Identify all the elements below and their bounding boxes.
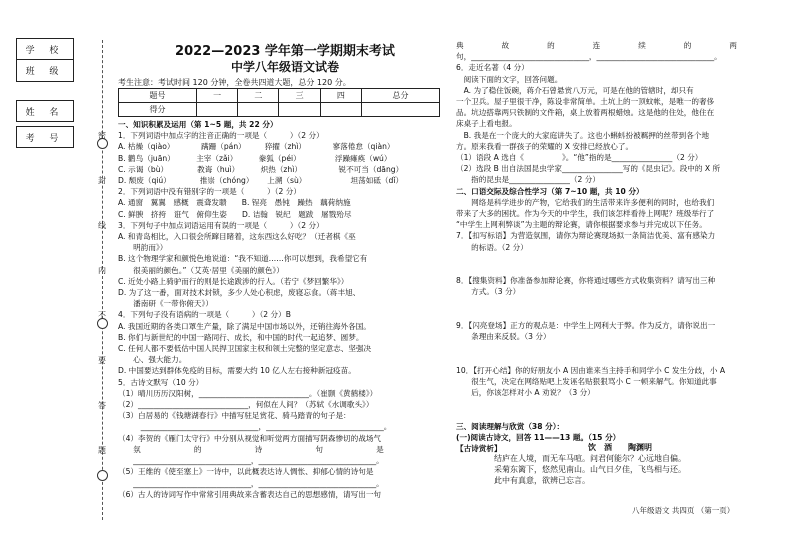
score-cell: 二 <box>238 89 279 103</box>
text-line: 一、知识积累及运用（第 1~5 题，共 22 分） <box>118 120 278 129</box>
seal-char: 题 <box>98 446 106 455</box>
exam-number-label: 考 号 <box>25 133 65 144</box>
poem-line: 结庐在人境，而无车马喧。问君何能尔？心远地自偏。 <box>494 454 686 463</box>
poem-line: 采菊东篱下，悠然见南山。山气日夕佳，飞鸟相与还。 <box>494 465 686 474</box>
text-line <box>456 354 786 365</box>
text-line: 品。坑边搭靠两只铁制的文件箱，桌上放着两根蜡烛。这是他的住处，他住在 <box>456 108 715 118</box>
text-line: 三、阅读理解与欣赏（38 分）： <box>456 421 565 431</box>
text-line: 二、口语交际及综合性学习（第 7~10 题，共 10 分） <box>456 186 644 196</box>
exam-subtitle: 中学八年级语文试卷 <box>230 60 339 74</box>
text-line <box>456 298 786 309</box>
score-table-header-row <box>119 89 440 103</box>
seal-text <box>96 130 108 500</box>
text-line: 5．古诗文默写（10 分） <box>118 377 204 387</box>
seal-char: 要 <box>98 356 106 365</box>
school-field-box <box>16 38 74 60</box>
score-cell: 总分 <box>362 89 440 103</box>
text-line: C. 任何人都不要低估中国人民捍卫国家主权和领土完整的坚定意志、坚强决 <box>118 344 372 354</box>
exam-title: 2022—2023 学年第一学期期末考试 <box>175 44 395 59</box>
text-line: A. 通窗 翼翼 感概 震聋发聩 B. 锃亮 愚钝 躁热 藕荷纳施 <box>118 198 351 208</box>
text-line: 带来了大多的困扰。作为今天的中学生，我们该怎样看待上网呢？班级举行了 <box>456 209 715 219</box>
text-line: （2）选段 B 出自法国昆虫学家________________写的《昆虫记》。段中的 X 所 <box>456 164 721 174</box>
text-line: A. 枯燥（qiào） 蹒跚（pán） 猝擢（zhì） 寥落倦怠（qiàn） <box>118 142 395 152</box>
text-line: B. 我是在一个庞大的大家庭讲失了。这也小蝌蚪扮被羁押的丝带到各个地 <box>456 130 710 140</box>
score-cell: 三 <box>279 89 320 103</box>
text-line: 1．下列词语中加点字的注音正确的一项是（ ）（2 分） <box>118 131 324 141</box>
text-line: （6）古人的诗词写作中常常引用典故来含蓄表达自己的思想感情，请写出一句 <box>118 489 382 499</box>
text-line <box>456 264 786 275</box>
text-line: C. 近处小路上骑驴而行的则是长途跋涉的行人。（若宁《梦回繁华》） <box>118 276 349 286</box>
text-line: D. 颓废（qiú） 推崇（chóng） 上溯（sù） 坦荡如砥（dǐ） <box>118 176 404 186</box>
seal-char: 不 <box>98 311 106 320</box>
text-line: 方。原来我看一群孩子的荣耀的 X 安排已经放心了。 <box>456 141 634 151</box>
exam-notice: 考生注意：考试时间 120 分钟，全卷共四道大题，总分 120 分。 <box>118 78 351 87</box>
text-line: 【古诗赏析】 <box>456 444 502 454</box>
score-cell: 一 <box>196 89 237 103</box>
right-column <box>456 40 786 455</box>
text-line: A. 和青岛相比，入口很会所蹿目睹着，这东西这么好吃？（迁者棋《巫 <box>118 232 356 242</box>
text-line <box>456 410 786 421</box>
left-column <box>118 119 448 500</box>
class-field-box <box>16 60 74 82</box>
text-line: （1）语段 A 选自《 》。“他”指的是________________（2 分） <box>456 153 703 163</box>
text-line <box>456 309 786 320</box>
text-line: 8．【搜集资料】你准备参加辩论赛，你将通过哪些方式收集资料？请写出三种 <box>456 276 716 286</box>
text-line: 句，_______________________________，_______________________________。 <box>456 52 722 62</box>
text-line: 后，你该怎样对小 A 劝说？（3 分） <box>456 388 595 398</box>
text-line <box>456 399 786 410</box>
score-cell: 四 <box>320 89 361 103</box>
poem-line: 此中有真意，欲辨已忘言。 <box>494 476 590 485</box>
text-line: 床桌子上看电报。 <box>456 119 517 129</box>
text-line: 9．【闪亮登场】正方的观点是：中学生上网利大于弊。作为反方，请你说出一 <box>456 321 716 331</box>
text-line: _______________________________，_______________________________。 <box>118 478 384 488</box>
text-line: 阅读下面的文字，回答问题。 <box>456 74 563 84</box>
text-line: （5）王维的《使至塞上》一诗中，以此概表达诗人惆怅、抑郁心情的诗句是 <box>118 467 374 477</box>
text-line: B. 这个物理学家和颜悦色地说道：“我不知道……你可以想到，我希望它有 <box>118 254 368 264</box>
text-line: 3．下列句子中加点词语运用有误的一项是（ ）（2 分） <box>118 220 324 230</box>
score-cell <box>279 103 320 117</box>
page-footer: 八年级语文 共四页 （第一页） <box>632 506 735 515</box>
text-line: “中学生上网利弊谈”为主题的辩论赛，请你根据要求参与并完成以下任务。 <box>456 220 707 230</box>
name-field-box <box>16 100 74 122</box>
text-line: 很美丽的颜色。”（艾英·居里《美丽的颜色》） <box>118 265 284 275</box>
score-table <box>118 88 440 117</box>
class-label: 班 级 <box>25 67 65 77</box>
text-line: （3）白居易的《钱塘湖春行》中描写驻足赏花、骑马踏青的句子是： <box>118 411 351 421</box>
text-line: 心、强大能力。 <box>118 355 187 365</box>
school-label: 学 校 <box>25 45 65 56</box>
text-line: （4）李贺的《雁门太守行》中分别从视觉和听觉两方面描写阴森惨切的战场气 <box>118 433 382 443</box>
text-line: 4．下列句子没有语病的一项是（ ）（2 分）B <box>118 310 291 320</box>
seal-char: 线 <box>98 221 106 230</box>
score-cell <box>196 103 237 117</box>
seal-char: 封 <box>98 176 106 185</box>
text-line <box>456 253 786 264</box>
text-line: 10．【打开心结】你的好朋友小 A 因由谁来当主持手和同学小 C 发生分歧，小 A <box>456 365 726 375</box>
poem <box>494 442 686 486</box>
text-line: C. 鲜腴 挤挎 诳气 俯仰生姿 D. 诘翰 锐纪 题跋 屠戮殆尽 <box>118 209 352 219</box>
poem-title: 饮 酒 陶渊明 <box>588 443 652 452</box>
text-line: B. 你们与新世纪的中国一路同行、成长，和中国的时代一起追梦、圆梦。 <box>118 332 364 342</box>
text-line: D. 中国要达到群体免疫的目标，需要大约 10 亿人左右接种新冠疫苗。 <box>118 366 356 376</box>
seal-char: 答 <box>98 401 106 410</box>
text-line: 6．走近名著（4 分） <box>456 63 529 73</box>
seal-char: 内 <box>98 266 106 275</box>
seal-char: 密 <box>98 131 106 140</box>
text-line: _______________________________，_______________________________。 <box>118 422 392 432</box>
text-line: 条理由来反驳。（3 分） <box>456 332 551 342</box>
score-cell <box>320 103 361 117</box>
text-line: 2．下列词语中没有错别字的一项是（ ）（2 分） <box>118 187 301 197</box>
name-label: 姓 名 <box>25 107 65 118</box>
text-line: D. 为了这一番，面对技术封锁，多少人处心积虑，废寝忘食。（蒋丰旭、 <box>118 288 361 298</box>
text-line: （1）晴川历历汉阳树，_____________________________。（崔颢《黄鹤楼》） <box>118 388 378 398</box>
text-line: 一个卫兵。屋子里很干净，陈设非常简单。土坑上的一顶蚊帐，是唯一的奢侈 <box>456 97 715 107</box>
text-line: 潘南研《一带你俯天》） <box>118 299 213 309</box>
text-line: 氛 的 诗 句 是 <box>118 444 384 454</box>
score-table-score-row <box>119 103 440 117</box>
text-line: （2）_____________________________，何似在人间？（苏轼《水调歌头》） <box>118 400 374 410</box>
text-line <box>456 342 786 353</box>
exam-number-field-box <box>16 126 74 148</box>
text-line: C. 示谒（bù） 教诲（huì） 炽热（zhì） 锐不可当（dāng） <box>118 164 404 174</box>
text-line: 典 故 的 连 续 的 两 <box>456 41 737 50</box>
text-line: 方式。（3 分） <box>456 287 521 297</box>
text-line: 的标语。（2 分） <box>456 242 528 252</box>
text-line: 很生气，决定在网络贴吧上发诬名贴狠狠骂小 C 一顿来解气。你知道此事 <box>456 377 717 387</box>
score-cell: 得分 <box>119 103 197 117</box>
text-line: 明韵而》） <box>118 243 168 253</box>
score-cell <box>238 103 279 117</box>
text-line: A. 为了稳住饭碗，蒋介石曾悬赏八万元，可是在他的管辖时，却只有 <box>456 85 694 95</box>
text-line: (一)阅读古诗文，回答 11——13 题。（15 分） <box>456 433 621 443</box>
score-cell <box>362 103 440 117</box>
text-line: 7．【扣写标语】为营造氛围，请你为辩论赛现场拟一条简洁优美、富有感染力 <box>456 231 716 241</box>
score-cell: 题号 <box>119 89 197 103</box>
text-line: 指的昆虫是________________（2 分） <box>456 175 600 185</box>
text-line: _______________________________，_______________________________。 <box>118 456 384 466</box>
text-line: B. 鹳鸟（juān） 主宰（zǎi） 豢狐（péi） 浮躁瘫痪（wú） <box>118 153 392 163</box>
text-line: A. 我国近期的各类口罩生产量，除了满足中国市场以外，还销往海外各国。 <box>118 321 371 331</box>
text-line: 网络是科学进步的产物，它给我们的生活带来许多便利的同时，也给我们 <box>456 197 715 207</box>
